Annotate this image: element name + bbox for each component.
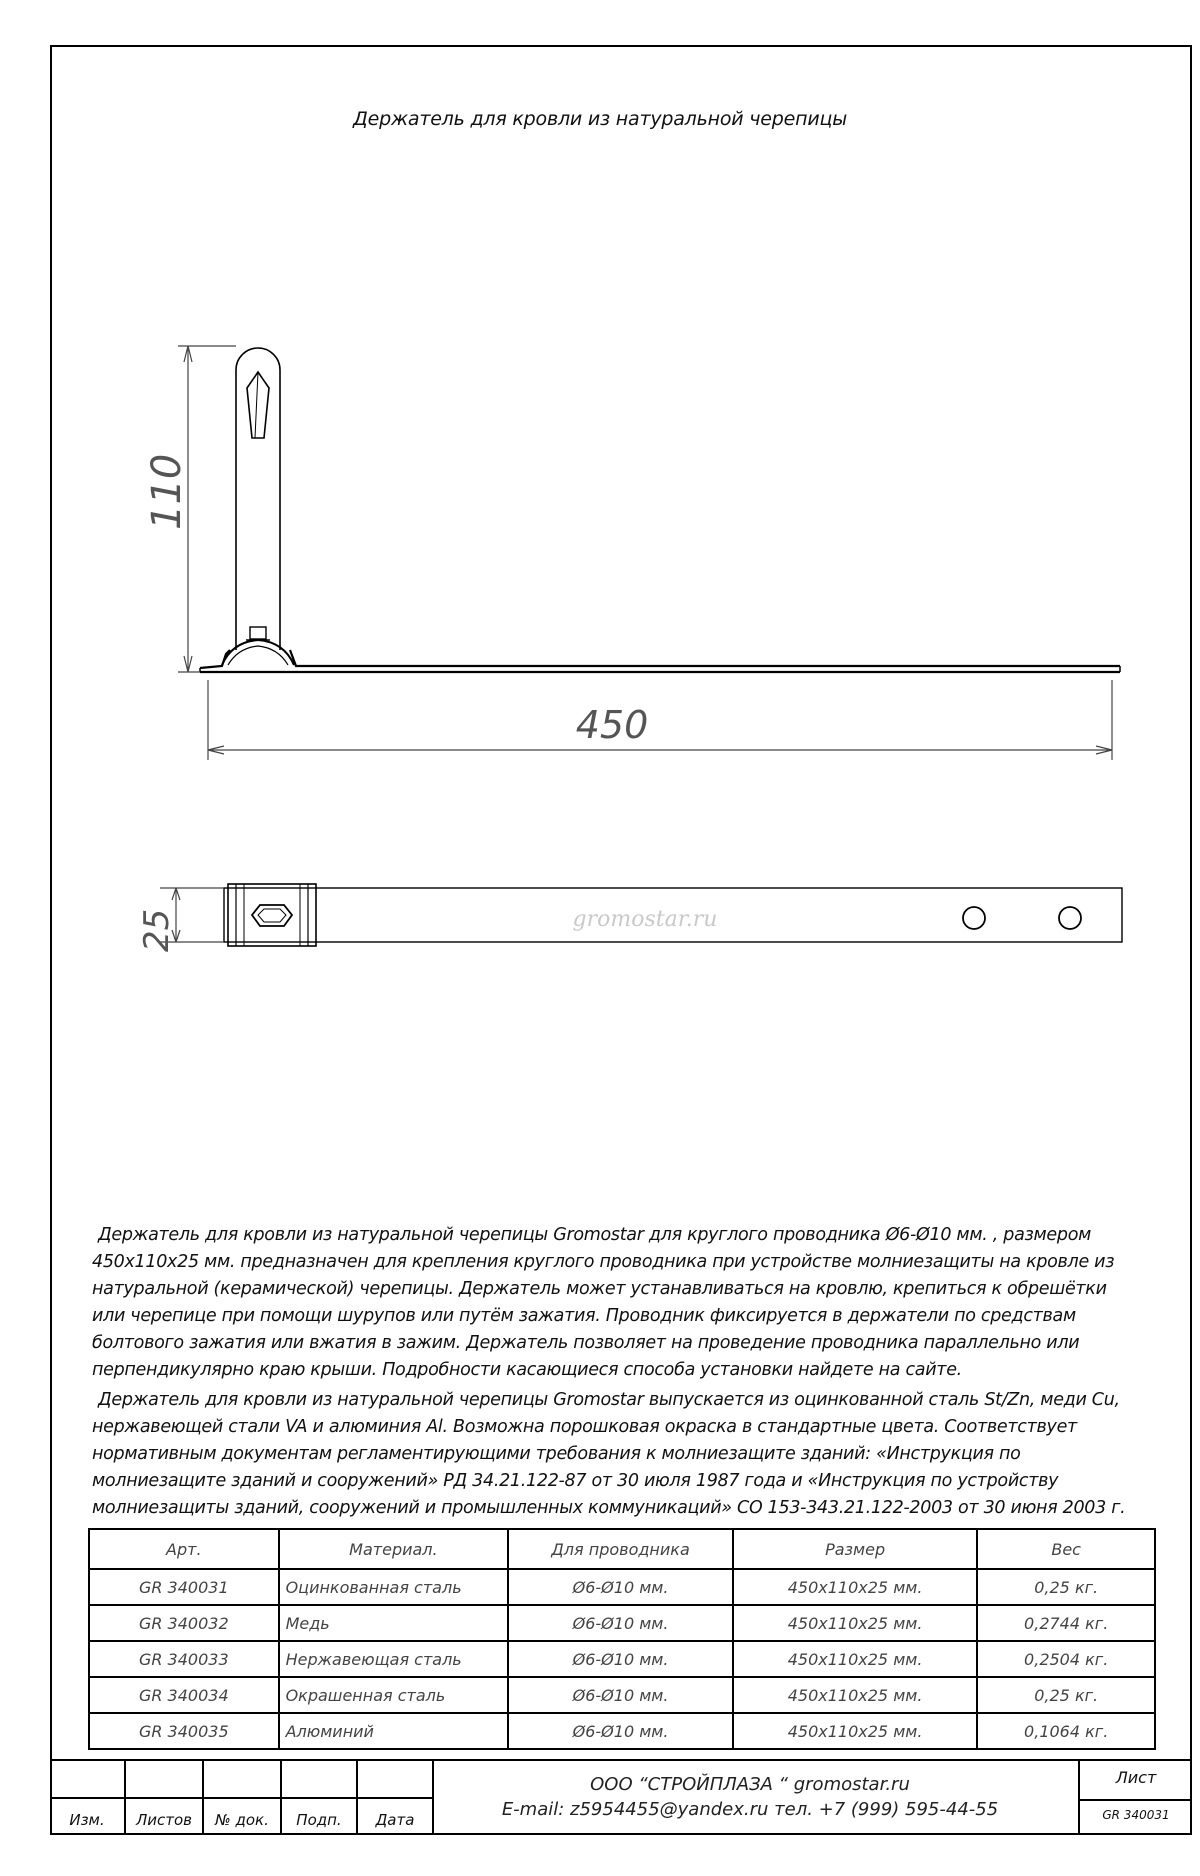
header-article: Арт. — [89, 1529, 279, 1569]
cell-size: 450х110х25 мм. — [733, 1677, 978, 1713]
vertical-tab-outline — [236, 348, 280, 650]
stamp-label-doc-number: № док. — [215, 1811, 269, 1829]
specification-table — [88, 1528, 1156, 1750]
cell-article: GR 340034 — [89, 1677, 279, 1713]
stamp-cell-sheets — [126, 1759, 204, 1835]
cell-conductor: Ø6-Ø10 мм. — [508, 1677, 733, 1713]
table-row — [89, 1713, 1155, 1749]
table-row — [89, 1569, 1155, 1605]
cell-article: GR 340031 — [89, 1569, 279, 1605]
stamp-cell-signature — [282, 1759, 358, 1835]
height-dimension-label: 110 — [144, 453, 190, 530]
mounting-hole-2 — [1059, 907, 1081, 929]
side-view — [200, 348, 1120, 672]
cell-article: GR 340033 — [89, 1641, 279, 1677]
cell-size: 450х110х25 мм. — [733, 1713, 978, 1749]
bolt-nut — [250, 627, 266, 639]
length-dimension — [208, 680, 1112, 760]
cell-article: GR 340032 — [89, 1605, 279, 1641]
stamp-cell-date — [358, 1759, 434, 1835]
cell-material: Медь — [279, 1605, 509, 1641]
sheet-label: Лист — [1115, 1768, 1157, 1787]
cell-material: Окрашенная сталь — [279, 1677, 509, 1713]
stamp-label-date: Дата — [375, 1811, 415, 1829]
cell-material: Алюминий — [279, 1713, 509, 1749]
cell-size: 450х110х25 мм. — [733, 1569, 978, 1605]
cell-size: 450х110х25 мм. — [733, 1641, 978, 1677]
cell-conductor: Ø6-Ø10 мм. — [508, 1641, 733, 1677]
clamp-bracket — [222, 640, 294, 665]
stamp-label-sheets: Листов — [135, 1811, 193, 1829]
cell-conductor: Ø6-Ø10 мм. — [508, 1605, 733, 1641]
mounting-hole-1 — [963, 907, 985, 929]
header-conductor: Для проводника — [508, 1529, 733, 1569]
stamp-cell-change — [50, 1759, 126, 1835]
document-title: Держатель для кровли из натуральной черепицы — [352, 108, 848, 130]
table-row — [89, 1641, 1155, 1677]
header-material: Материал. — [279, 1529, 509, 1569]
cell-material: Нержавеющая сталь — [279, 1641, 509, 1677]
stamp-label-signature: Подп. — [296, 1811, 342, 1829]
watermark: gromostar.ru — [572, 907, 718, 932]
cell-article: GR 340035 — [89, 1713, 279, 1749]
cell-material: Оцинкованная сталь — [279, 1569, 509, 1605]
base-strip — [200, 650, 1120, 668]
cell-weight: 0,2504 кг. — [977, 1641, 1155, 1677]
company-contacts: E-mail: z5954455@yandex.ru тел. +7 (999) 595-44-55 — [501, 1799, 999, 1820]
stamp-label-change: Изм. — [69, 1811, 105, 1829]
clamp-bracket-inner — [228, 646, 288, 665]
description-paragraph-1: Держатель для кровли из натуральной черепицы Gromostar для круглого проводника Ø6-Ø10 мм. , размером 450х110х25 мм. предназначен для крепления круглого проводника при устройстве молниезащиты на кровле из натуральной (керамической) черепицы. Держатель может устанавливаться на кровлю, крепиться к обрешётки или черепице при помощи шурупов или путём зажатия. Проводник фиксируется в держатели по средствам болтового зажатия или вжатия в зажим. Держатель позволяет на проведение проводника параллельно или перпендикулярно краю крыши. Подробности касающиеся способа установки найдете на сайте. — [92, 1225, 1115, 1380]
company-name: ООО “СТРОЙПЛАЗА “ gromostar.ru — [590, 1774, 910, 1795]
clamp-plate — [228, 884, 316, 946]
table-row — [89, 1605, 1155, 1641]
cell-weight: 0,25 кг. — [977, 1569, 1155, 1605]
description-paragraph-2: Держатель для кровли из натуральной черепицы Gromostar выпускается из оцинкованной сталь St/Zn, меди Cu, нержавеющей стали VA и алюминия Al. Возможна порошковая окраска в стандартные цвета. Соответствует нормативным документам регламентирующими требования к молниезащите зданий: «Инструкция по молниезащите зданий и сооружений» РД 34.21.122-87 от 30 июля 1987 года и «Инструкция по устройству молниезащиты зданий, сооружений и промышленных коммуникаций» СО 153-343.21.122-2003 от 30 июня 2003 г. — [92, 1390, 1126, 1518]
cell-weight: 0,25 кг. — [977, 1677, 1155, 1713]
table-header-row — [89, 1529, 1155, 1569]
width-dimension-label: 25 — [137, 908, 177, 952]
sheet-code: GR 340031 — [1102, 1808, 1170, 1822]
cell-weight: 0,1064 кг. — [977, 1713, 1155, 1749]
length-dimension-label: 450 — [575, 703, 649, 747]
cell-conductor: Ø6-Ø10 мм. — [508, 1569, 733, 1605]
header-weight: Вес — [977, 1529, 1155, 1569]
table-row — [89, 1677, 1155, 1713]
header-size: Размер — [733, 1529, 978, 1569]
company-info — [430, 1772, 1070, 1822]
stamp-cell-doc-number — [204, 1759, 282, 1835]
cell-size: 450х110х25 мм. — [733, 1605, 978, 1641]
cell-weight: 0,2744 кг. — [977, 1605, 1155, 1641]
cell-conductor: Ø6-Ø10 мм. — [508, 1713, 733, 1749]
